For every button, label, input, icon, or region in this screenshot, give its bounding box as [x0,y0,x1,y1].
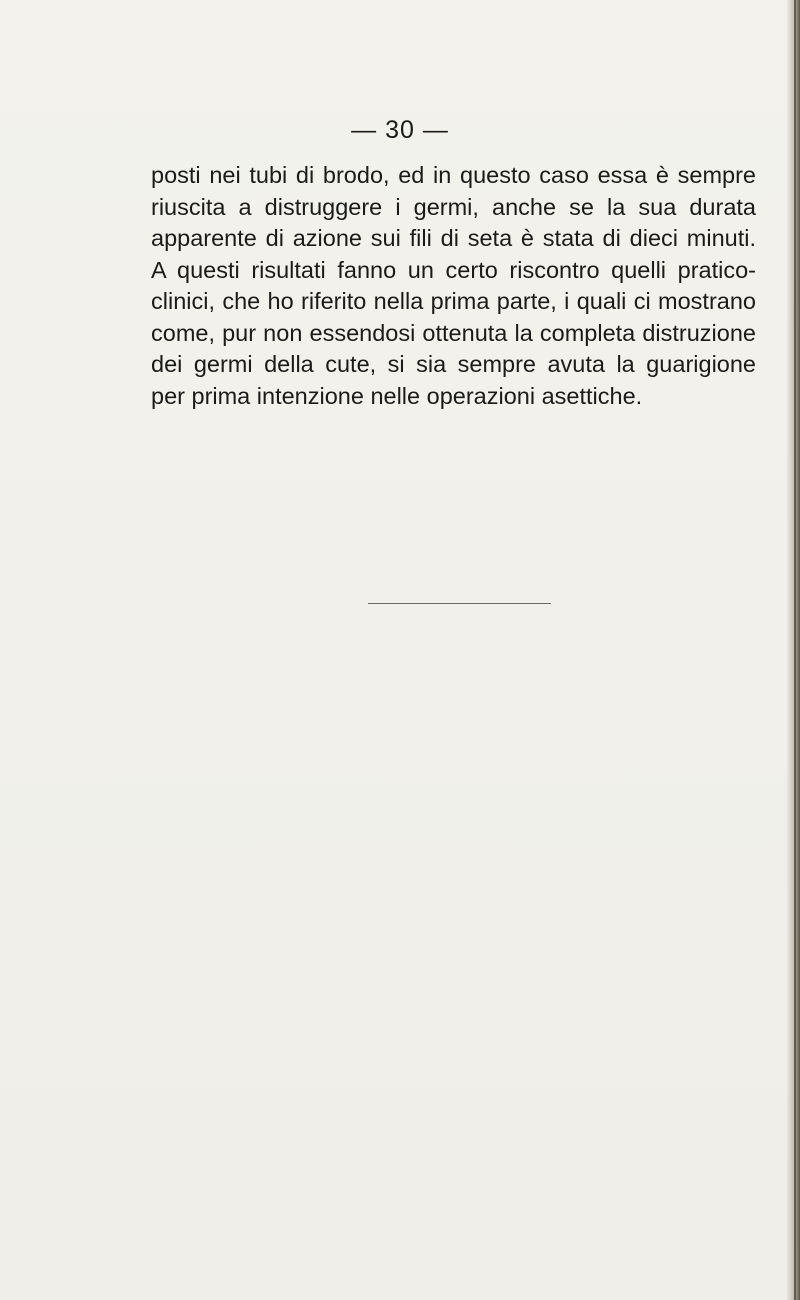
text-line: clinici, che ho riferito nella prima parte, i quali ci mostrano [151,288,756,314]
page-number: — 30 — [351,116,449,144]
page-binding-edge [786,0,800,1300]
text-line: dei germi della cute, si sia sempre avuta la guarigione [151,351,756,377]
text-line: posti nei tubi di brodo, ed in questo caso essa è sempre [151,162,756,188]
page-binding-line [794,0,796,1300]
text-line: come, pur non essendosi ottenuta la completa distruzione [151,319,756,346]
section-divider [368,603,551,604]
text-line: per prima intenzione nelle operazioni asettiche. [151,382,643,409]
text-line: apparente di azione sui fili di seta è stata di dieci minuti. [151,225,756,251]
text-line: A questi risultati fanno un certo riscontro quelli pratico- [151,256,756,283]
body-paragraph [151,160,756,412]
text-line: riuscita a distruggere i germi, anche se la sua durata [151,193,756,220]
